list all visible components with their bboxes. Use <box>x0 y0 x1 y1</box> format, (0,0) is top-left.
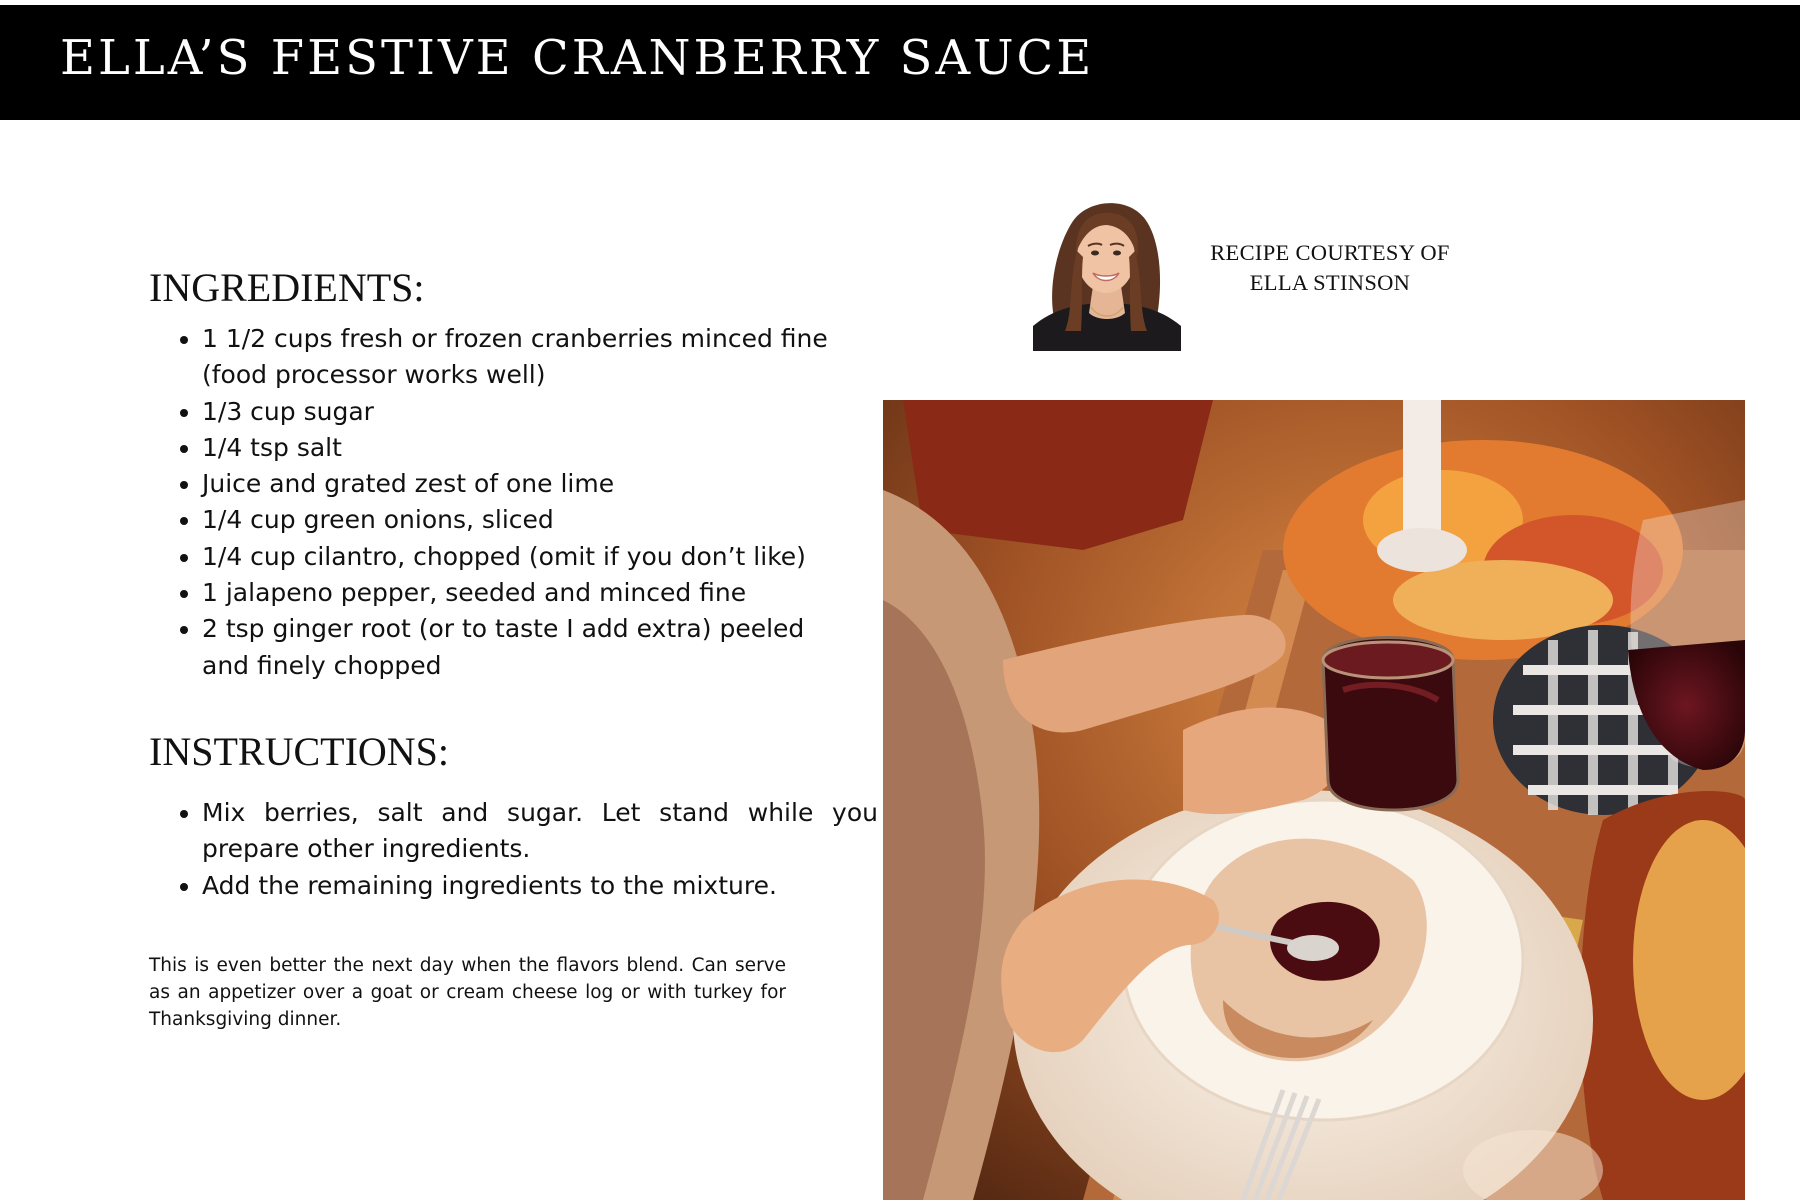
ingredient-item: • 1/4 cup green onions, sliced <box>202 502 837 538</box>
ingredient-item: • 1 jalapeno pepper, seeded and minced fine <box>202 575 837 611</box>
ingredient-item: • 2 tsp ginger root (or to taste I add extra) peeled and finely chopped <box>202 611 837 684</box>
ingredient-item: • 1/3 cup sugar <box>202 394 837 430</box>
instructions-heading: INSTRUCTIONS: <box>149 729 450 774</box>
food-photo-image <box>883 400 1745 1200</box>
ingredient-item: • 1 1/2 cups fresh or frozen cranberries minced fine (food processor works well) <box>202 321 837 394</box>
recipe-credit-name: ELLA STINSON <box>1249 270 1411 295</box>
instructions-list <box>149 795 878 904</box>
header-bar <box>0 5 1800 120</box>
ingredients-list <box>149 321 837 684</box>
food-photo <box>883 400 1745 1200</box>
instruction-item: • Add the remaining ingredients to the mixture. <box>202 868 878 904</box>
instruction-item: • Mix berries, salt and sugar. Let stand while you prepare other ingredients. <box>202 795 878 868</box>
ingredients-heading: INGREDIENTS: <box>149 265 425 310</box>
ingredient-item: • 1/4 tsp salt <box>202 430 837 466</box>
page-title: ELLA’S FESTIVE CRANBERRY SAUCE <box>60 30 1095 86</box>
recipe-credit-line1: RECIPE COURTESY OF <box>1210 240 1450 265</box>
ingredient-item: • Juice and grated zest of one lime <box>202 466 837 502</box>
author-portrait-image <box>1033 191 1181 351</box>
ingredient-item: • 1/4 cup cilantro, chopped (omit if you don’t like) <box>202 539 837 575</box>
recipe-credit <box>1200 238 1460 298</box>
author-portrait <box>1033 191 1181 351</box>
serving-note: This is even better the next day when the flavors blend. Can serve as an appetizer over a goat or cream cheese log or with turkey for Thanksgiving dinner. <box>149 955 786 1030</box>
